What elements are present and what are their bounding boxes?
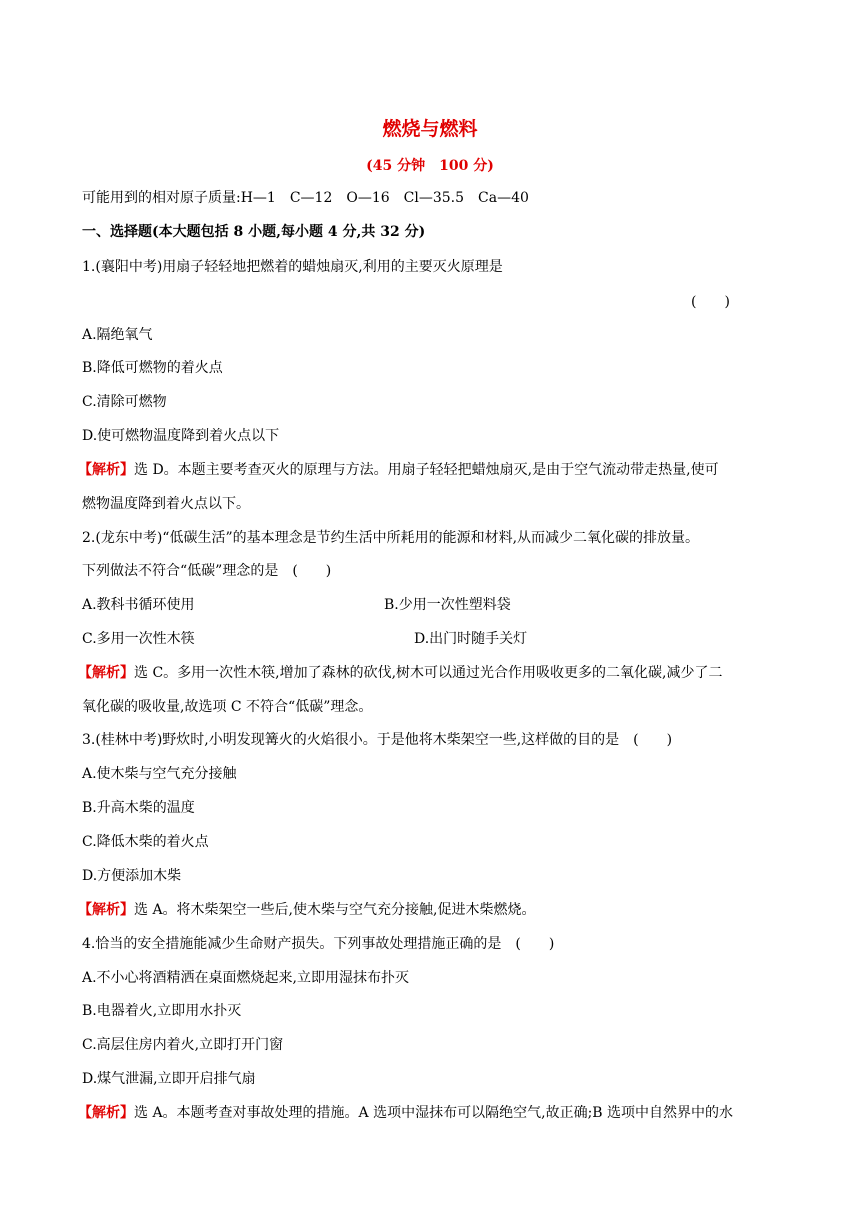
question-1-paren: ( ) [691, 294, 730, 310]
question-2-option-d: D.出门时随手关灯 [414, 631, 528, 647]
analysis-tag: 【解析】 [78, 902, 134, 918]
analysis-text: 选 C。多用一次性木筷,增加了森林的砍伐,树木可以通过光合作用吸收更多的二氧化碳,减少了二 [134, 665, 723, 681]
question-3-option-d: D.方便添加木柴 [82, 868, 182, 884]
question-2-stem-cont: 下列做法不符合“低碳”理念的是 ( ) [82, 563, 332, 579]
question-2-option-a: A.教科书循环使用 [82, 597, 195, 613]
analysis-tag: 【解析】 [78, 665, 134, 681]
question-2-option-c: C.多用一次性木筷 [82, 631, 195, 647]
analysis-text: 选 A。本题考查对事故处理的措施。A 选项中湿抹布可以隔绝空气,故正确;B 选项中自然界中的水 [134, 1105, 734, 1121]
question-1-analysis [78, 460, 719, 480]
page-subtitle: (45 分钟 100 分) [366, 158, 494, 174]
section-heading: 一、选择题(本大题包括 8 小题,每小题 4 分,共 32 分) [82, 224, 426, 240]
question-4-option-d: D.煤气泄漏,立即开启排气扇 [82, 1071, 256, 1087]
question-4-stem: 4.恰当的安全措施能减少生命财产损失。下列事故处理措施正确的是 ( ) [82, 936, 555, 952]
question-2-analysis [78, 663, 723, 683]
question-1-option-a: A.隔绝氧气 [82, 327, 153, 343]
atomic-masses-line: 可能用到的相对原子质量:H—1 C—12 O—16 Cl—35.5 Ca—40 [82, 190, 529, 206]
question-2-stem: 2.(龙东中考)“低碳生活”的基本理念是节约生活中所耗用的能源和材料,从而减少二氧化碳的排放量。 [82, 530, 700, 546]
question-4-option-a: A.不小心将酒精洒在桌面燃烧起来,立即用湿抹布扑灭 [82, 970, 410, 986]
analysis-tag: 【解析】 [78, 1105, 134, 1121]
question-1-option-d: D.使可燃物温度降到着火点以下 [82, 428, 280, 444]
question-4-option-c: C.高层住房内着火,立即打开门窗 [82, 1037, 284, 1053]
question-3-analysis [78, 900, 535, 920]
page-title: 燃烧与燃料 [382, 118, 478, 140]
question-4-option-b: B.电器着火,立即用水扑灭 [82, 1003, 242, 1019]
question-1-analysis-cont: 燃物温度降到着火点以下。 [82, 496, 250, 512]
question-1-option-b: B.降低可燃物的着火点 [82, 360, 223, 376]
analysis-text: 选 A。将木柴架空一些后,使木柴与空气充分接触,促进木柴燃烧。 [134, 902, 536, 918]
question-2-analysis-cont: 氧化碳的吸收量,故选项 C 不符合“低碳”理念。 [82, 699, 373, 715]
question-3-stem: 3.(桂林中考)野炊时,小明发现篝火的火焰很小。于是他将木柴架空一些,这样做的目的是 ( ) [82, 732, 673, 748]
analysis-text: 选 D。本题主要考查灭火的原理与方法。用扇子轻轻把蜡烛扇灭,是由于空气流动带走热量,使可 [134, 462, 719, 478]
question-1-stem: 1.(襄阳中考)用扇子轻轻地把燃着的蜡烛扇灭,利用的主要灭火原理是 [82, 259, 503, 275]
question-2-option-b: B.少用一次性塑料袋 [384, 597, 511, 613]
question-3-option-a: A.使木柴与空气充分接触 [82, 766, 237, 782]
question-4-analysis [78, 1103, 733, 1123]
question-3-option-b: B.升高木柴的温度 [82, 800, 195, 816]
analysis-tag: 【解析】 [78, 462, 134, 478]
question-3-option-c: C.降低木柴的着火点 [82, 834, 209, 850]
question-1-option-c: C.清除可燃物 [82, 394, 167, 410]
